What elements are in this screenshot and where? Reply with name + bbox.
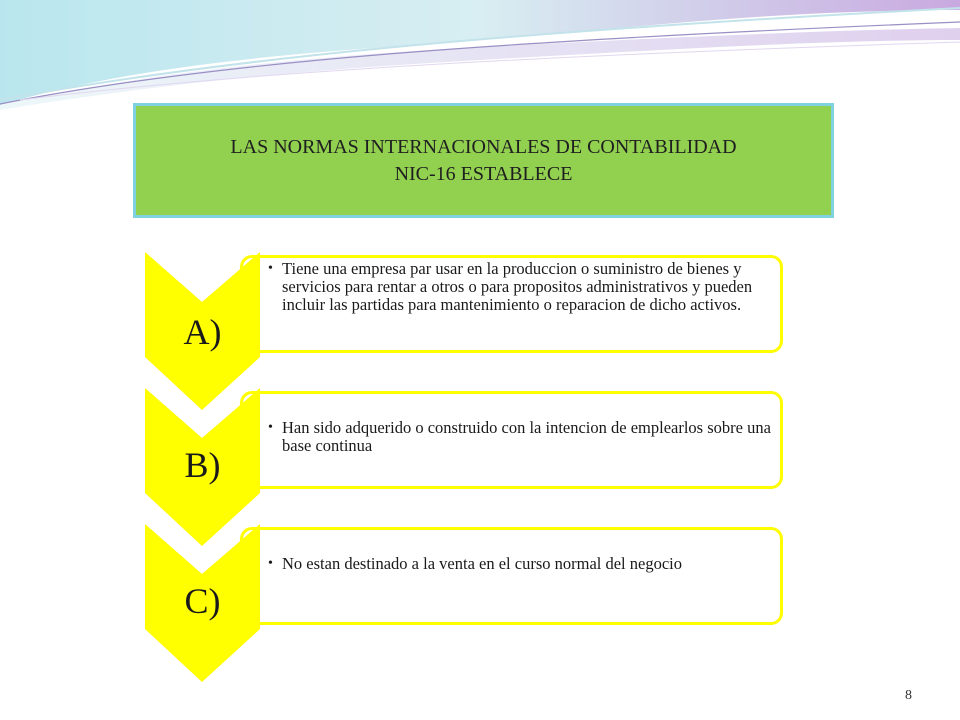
- title-line-1: LAS NORMAS INTERNACIONALES DE CONTABILIDAD: [230, 135, 737, 158]
- item-letter: B): [184, 445, 221, 485]
- item-bullet: [268, 419, 776, 455]
- item-bullet: [268, 555, 776, 573]
- header-wave-decoration: [0, 0, 960, 110]
- item-bullet: [268, 260, 776, 314]
- item-letter: A): [183, 312, 222, 352]
- item-text-box: [240, 527, 783, 625]
- page-number: 8: [905, 688, 912, 703]
- bullet-dot-icon: •: [268, 420, 273, 435]
- bullet-dot-icon: •: [268, 261, 273, 276]
- title-banner: [133, 103, 834, 218]
- item-text: No estan destinado a la venta en el curso normal del negocio: [282, 554, 682, 573]
- item-letter: C): [184, 581, 221, 621]
- item-text: Tiene una empresa par usar en la produccion o suministro de bienes y servicios para rentar a otros o para propositos administrativos y pueden incluir las partidas para mantenimiento o reparacion de dicho activos.: [282, 259, 753, 314]
- item-text: Han sido adquerido o construido con la intencion de emplearlos sobre una base continua: [282, 418, 771, 455]
- title-line-2: NIC-16 ESTABLECE: [394, 162, 573, 185]
- bullet-dot-icon: •: [268, 556, 273, 571]
